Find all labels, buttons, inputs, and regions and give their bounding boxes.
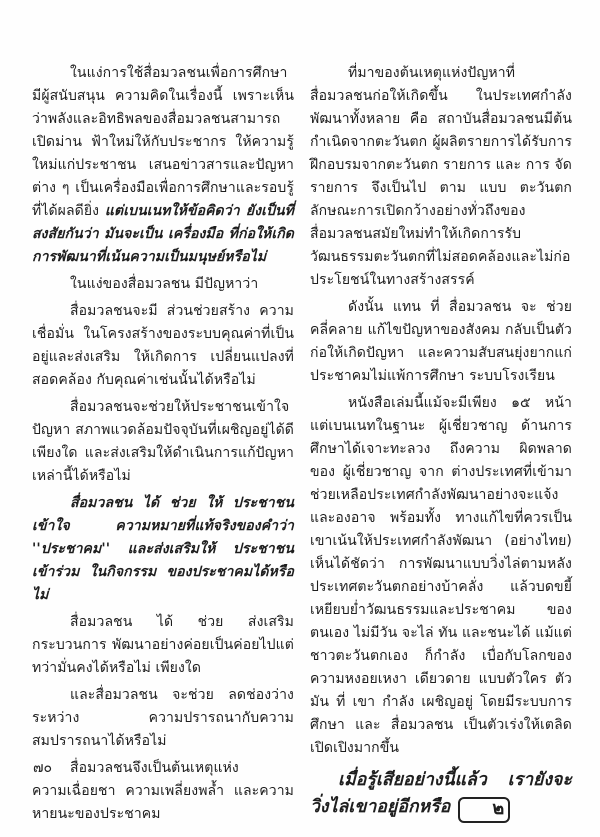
paragraph <box>310 392 572 760</box>
text-run: ดังนั้น แทน ที่ สื่อมวลชน จะ ช่วย คลี่คลาย แก้ไขปัญหาของสังคม กลับเป็นตัวก่อให้เกิดปัญหา และความสับสนยุ่งยากแก่ประชาคมไม่แพ้การศึกษา ระบบโรงเรียน <box>310 299 572 384</box>
emphasis-text-run: สื่อมวลชน ได้ ช่วย ให้ ประชาชน เข้าใจ ความหมายที่แท้จริงของคำว่า ''ประชาคม'' และส่งเสริมให้ ประชาชน เข้าร่วม ในกิจกรรม ของประชาคมได้หรือไม่ <box>32 495 294 603</box>
text-run: ในแง่ของสื่อมวลชน มีปัญหาว่า <box>70 276 259 292</box>
text-run: ในแง่การใช้สื่อมวลชนเพื่อการศึกษา มีผู้สนับสนุน ความคิดในเรื่องนี้ เพราะเห็นว่าพลังและอิทธิพลของสื่อมวลชนสามารถ เปิดม่าน ฟ้าใหม่ให้กับประชากร ให้ความรู้ใหม่แก่ประชาชน เสนอข่าวสารและปัญหาต่าง ๆ เป็นเครื่องมือเพื่อการศึกษาและรอบรู้ที่ได้ผลดียิ่ง <box>32 65 294 219</box>
text-run: สื่อมวลชน ได้ ช่วย ส่งเสริม กระบวนการ พัฒนาอย่างค่อยเป็นค่อยไปแต่ทว่ามั่นคงได้หรือไม่ เพียงใด <box>32 614 294 676</box>
text-run: สื่อมวลชนจะมี ส่วนช่วยสร้าง ความเชื่อมั่น ในโครงสร้างของระบบคุณค่าที่เป็นอยู่และส่งเสริม ให้เกิดการ เปลี่ยนแปลงที่ สอดคล้อง กับคุณค่าเช่นนั้นได้หรือไม่ <box>32 303 294 388</box>
left-column <box>32 62 294 830</box>
text-run: และสื่อมวลชน จะช่วย ลดช่องว่าง ระหว่าง ความปรารถนากับความสมปรารถนาได้หรือไม่ <box>32 687 294 749</box>
emphasis-text-run: แต่เบนเนทให้ข้อคิดว่า ยังเป็นที่ สงสัยกันว่า มันจะเป็น เครื่องมือ ที่ก่อให้เกิด การพัฒนาที่เน้นความเป็นมนุษย์หรือไม่ <box>32 203 294 265</box>
paragraph <box>32 62 294 269</box>
closing-statement <box>310 767 572 821</box>
text-run: สื่อมวลชนจึงเป็นต้นเหตุแห่งความเฉื่อยชา ความเพลี่ยงพล้ำ และความหายนะของประชาคม <box>32 760 294 822</box>
text-run: ที่มาของต้นเหตุแห่งปัญหาที่สื่อมวลชนก่อให้เกิดขึ้น ในประเทศกำลังพัฒนาทั้งหลาย คือ สถาบันสื่อมวลชนมีต้นกำเนิดจากตะวันตก ผู้ผลิตรายการได้รับการฝึกอบรมจากตะวันตก รายการ และ การ จัด รายการ จึงเป็นไป ตาม แบบ ตะวันตก ลักษณะการเปิดกว้างอย่างทั่วถึงของสื่อมวลชนสมัยใหม่ทำให้เกิดการรับวัฒนธรรมตะวันตกที่ไม่สอดคล้องและไม่ก่อประโยชน์ในทางสร้างสรรค์ <box>310 65 572 288</box>
right-column <box>310 62 572 830</box>
emphasis-text-run: เมื่อรู้เสียอย่างนี้แล้ว เรายังจะวิ่งไล่เขาอยู่อีกหรือ <box>310 770 572 817</box>
paragraph <box>32 300 294 392</box>
paragraph <box>32 396 294 488</box>
paragraph <box>32 757 294 826</box>
paragraph <box>32 273 294 296</box>
paragraph <box>32 611 294 680</box>
paragraph <box>32 492 294 607</box>
text-run: หนังสือเล่มนี้แม้จะมีเพียง ๑๕ หน้า แต่เบนเนทในฐานะ ผู้เชี่ยวชาญ ด้านการ ศึกษาได้เจาะทะลวง ถึงความ ผิดพลาด ของ ผู้เชี่ยวชาญ จาก ต่างประเทศที่เข้ามาช่วยเหลือประเทศกำลังพัฒนาอย่างจะแจ้งและองอาจ พร้อมทั้ง ทางแก้ไขที่ควรเป็น เขาเน้นให้ประเทศกำลังพัฒนา (อย่างไทย) เห็นได้ชัดว่า การพัฒนาแบบวิ่งไล่ตามหลังประเทศตะวันตกอย่างบ้าคลั่ง แล้วบดขยี้เหยียบย่ำวัฒนธรรมและประชาคม ของตนเอง ไม่มีวัน จะไล่ ทัน และชนะได้ แม้แต่ชาวตะวันตกเอง ก็กำลัง เบื่อกับโลกของความหงอยเหงา เดียวดาย แบบตัวใคร ตัวมัน ที่ เขา กำลัง เผชิญอยู่ โดยมีระบบการศึกษา และ สื่อมวลชน เป็นตัวเร่งให้เตลิดเปิดเปิงมากขึ้น <box>310 395 572 756</box>
text-run: สื่อมวลชนจะช่วยให้ประชาชนเข้าใจปัญหา สภาพแวดล้อมปัจจุบันที่เผชิญอยู่ได้ดีเพียงใด และส่งเสริมให้ดำเนินการแก้ปัญหาเหล่านี้ได้หรือไม่ <box>32 399 294 484</box>
page-number: ๗๐ <box>33 760 53 776</box>
paragraph <box>310 296 572 388</box>
paragraph <box>310 62 572 292</box>
end-ornament: ๒ <box>458 797 510 823</box>
paragraph <box>32 684 294 753</box>
